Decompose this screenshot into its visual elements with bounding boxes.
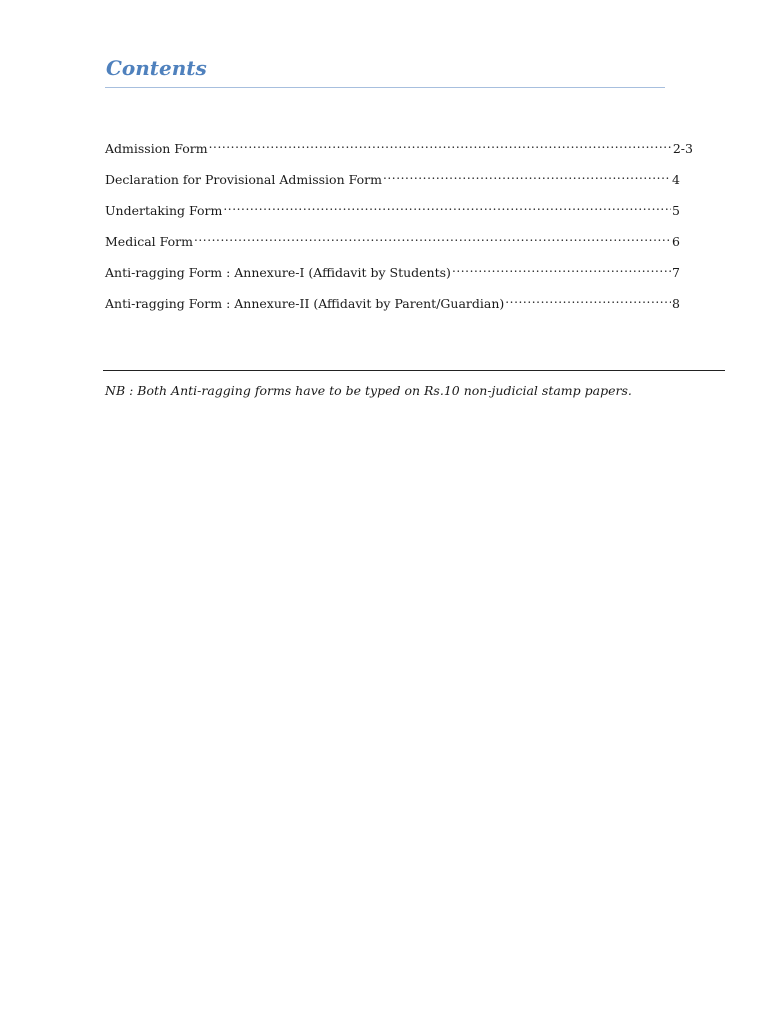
note-divider (103, 370, 725, 371)
toc-entry-admission-form[interactable] (105, 137, 693, 168)
toc-entry-anti-ragging-annexure-2[interactable] (105, 292, 680, 323)
toc-dot-leader (223, 199, 671, 215)
toc-entry-title: Anti-ragging Form : Annexure-II (Affidavit by Parent/Guardian) (105, 296, 505, 311)
toc-entry-page: 4 (672, 172, 680, 187)
toc-entry-declaration-form[interactable] (105, 168, 680, 199)
toc-entry-title: Admission Form (105, 141, 208, 156)
toc-entry-title: Medical Form (105, 234, 193, 249)
toc-entry-anti-ragging-annexure-1[interactable] (105, 261, 680, 292)
toc-entry-title: Declaration for Provisional Admission Form (105, 172, 382, 187)
toc-entry-page: 8 (672, 296, 680, 311)
toc-entry-page: 7 (672, 265, 680, 280)
toc-entry-title: Undertaking Form (105, 203, 223, 218)
toc-entry-page: 5 (672, 203, 680, 218)
toc-entry-undertaking-form[interactable] (105, 199, 680, 230)
toc-entry-page: 2-3 (672, 141, 693, 156)
toc-entry-page: 6 (672, 234, 680, 249)
toc-entry-title: Anti-ragging Form : Annexure-I (Affidavit by Students) (105, 265, 451, 280)
toc-dot-leader (194, 230, 671, 246)
toc-dot-leader (209, 137, 672, 153)
stamp-paper-note: NB : Both Anti-ragging forms have to be typed on Rs.10 non-judicial stamp papers. (105, 383, 632, 398)
toc-entry-medical-form[interactable] (105, 230, 680, 261)
contents-heading: Contents (106, 56, 207, 80)
toc-dot-leader (452, 261, 671, 277)
toc-dot-leader (383, 168, 671, 184)
table-of-contents (105, 137, 705, 323)
toc-dot-leader (505, 292, 671, 308)
heading-divider (105, 87, 665, 88)
